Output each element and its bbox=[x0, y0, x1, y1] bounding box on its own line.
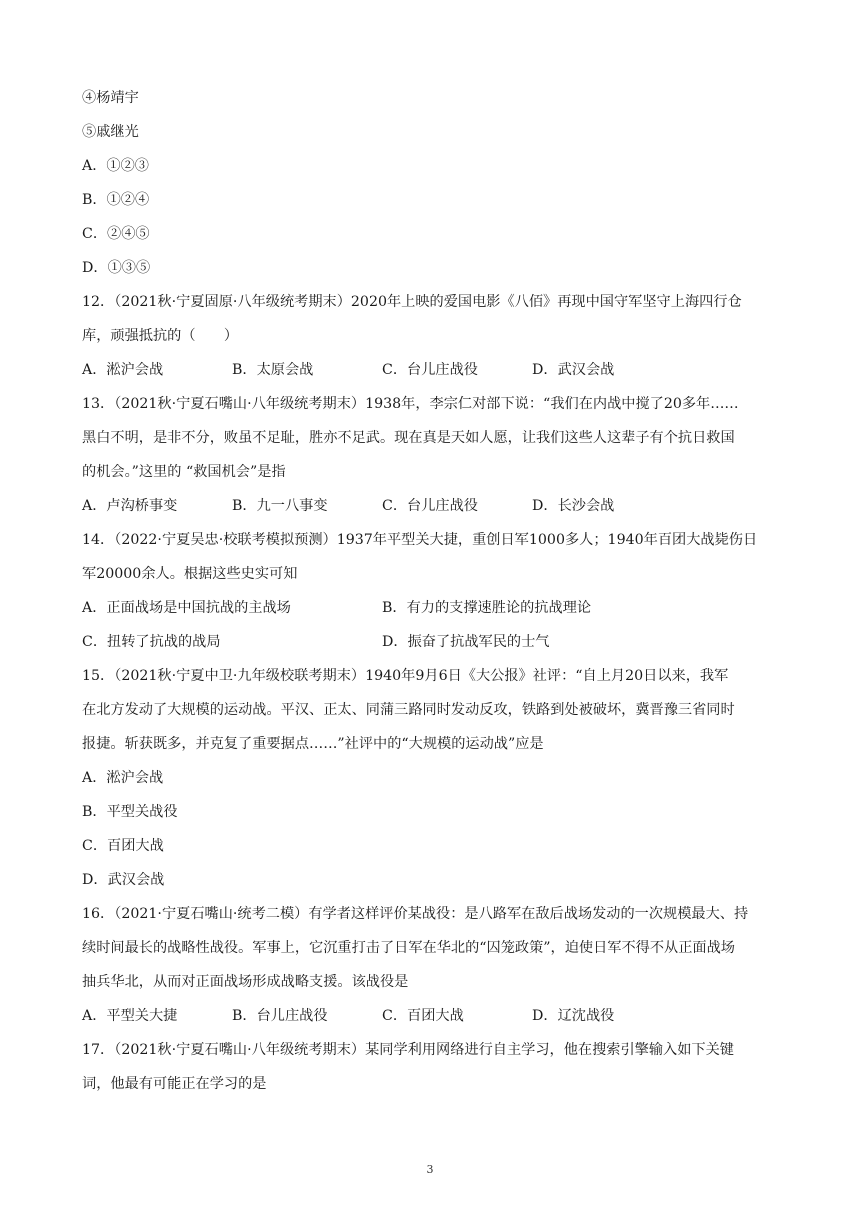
q15-option-a[interactable]: A．淞沪会战 bbox=[82, 770, 164, 786]
q14-option-b[interactable]: B．有力的支撑速胜论的抗战理论 bbox=[382, 600, 592, 616]
q17-stem-line2: 词，他最有可能正在学习的是 bbox=[82, 1076, 267, 1092]
q13-stem-line3: 的机会。”这里的 “救国机会”是指 bbox=[82, 464, 286, 480]
q13-option-d[interactable]: D．长沙会战 bbox=[532, 498, 615, 514]
q11-option-b[interactable]: B．①②④ bbox=[82, 192, 150, 208]
q13-stem-line1: 13．（2021秋·宁夏石嘴山·八年级统考期末）1938年，李宗仁对部下说：“我们在内战中搅了20多年…… bbox=[82, 396, 739, 412]
q11-option-d[interactable]: D．①③⑤ bbox=[82, 260, 151, 276]
q16-stem-line1: 16．（2021·宁夏石嘴山·统考二模）有学者这样评价某战役：是八路军在敌后战场发动的一次规模最大、持 bbox=[82, 906, 749, 922]
q17-stem-line1: 17．（2021秋·宁夏石嘴山·八年级统考期末）某同学利用网络进行自主学习，他在搜索引擎输入如下关键 bbox=[82, 1042, 734, 1058]
q14-option-a[interactable]: A．正面战场是中国抗战的主战场 bbox=[82, 600, 291, 616]
q15-stem-line2: 在北方发动了大规模的运动战。平汉、正太、同蒲三路同时发动反攻，铁路到处被破坏，冀晋豫三省同时 bbox=[82, 702, 735, 718]
q14-option-d[interactable]: D．振奋了抗战军民的士气 bbox=[382, 634, 550, 650]
q15-stem-line3: 报捷。斩获既多，并克复了重要据点……”社评中的“大规模的运动战”应是 bbox=[82, 736, 544, 752]
q12-option-b[interactable]: B．太原会战 bbox=[232, 362, 314, 378]
q13-stem-line2: 黑白不明，是非不分，败虽不足耻，胜亦不足武。现在真是天如人愿，让我们这些人这辈子有个抗日救国 bbox=[82, 430, 735, 446]
q11-option-c[interactable]: C．②④⑤ bbox=[82, 226, 150, 242]
q15-option-b[interactable]: B．平型关战役 bbox=[82, 804, 178, 820]
q16-option-d[interactable]: D．辽沈战役 bbox=[532, 1008, 615, 1024]
q15-option-c[interactable]: C．百团大战 bbox=[82, 838, 164, 854]
q13-option-c[interactable]: C．台儿庄战役 bbox=[382, 498, 478, 514]
q16-stem-line3: 抽兵华北，从而对正面战场形成战略支援。该战役是 bbox=[82, 974, 409, 990]
q16-stem-line2: 续时间最长的战略性战役。军事上，它沉重打击了日军在华北的“囚笼政策”，迫使日军不得不从正面战场 bbox=[82, 940, 735, 956]
q12-stem-line2: 库，顽强抵抗的（ ） bbox=[82, 328, 239, 344]
q14-option-c[interactable]: C．扭转了抗战的战局 bbox=[82, 634, 221, 650]
q11-option-a[interactable]: A．①②③ bbox=[82, 158, 149, 174]
q13-option-b[interactable]: B．九一八事变 bbox=[232, 498, 328, 514]
q11-item-5: ⑤戚继光 bbox=[82, 124, 139, 140]
page-number: 3 bbox=[426, 1163, 434, 1176]
q16-option-a[interactable]: A．平型关大捷 bbox=[82, 1008, 178, 1024]
q12-option-c[interactable]: C．台儿庄战役 bbox=[382, 362, 478, 378]
q16-option-c[interactable]: C．百团大战 bbox=[382, 1008, 464, 1024]
q12-stem-line1: 12．（2021秋·宁夏固原·八年级统考期末）2020年上映的爱国电影《八佰》再现中国守军坚守上海四行仓 bbox=[82, 294, 742, 310]
q14-stem-line1: 14．（2022·宁夏吴忠·校联考模拟预测）1937年平型关大捷，重创日军1000多人；1940年百团大战毙伤日 bbox=[82, 532, 758, 548]
q13-option-a[interactable]: A．卢沟桥事变 bbox=[82, 498, 178, 514]
q12-option-a[interactable]: A．淞沪会战 bbox=[82, 362, 164, 378]
q12-option-d[interactable]: D．武汉会战 bbox=[532, 362, 615, 378]
q16-option-b[interactable]: B．台儿庄战役 bbox=[232, 1008, 328, 1024]
q15-stem-line1: 15．（2021秋·宁夏中卫·九年级校联考期末）1940年9月6日《大公报》社评：“自上月20日以来，我军 bbox=[82, 668, 729, 684]
q11-item-4: ④杨靖宇 bbox=[82, 90, 139, 106]
q15-option-d[interactable]: D．武汉会战 bbox=[82, 872, 165, 888]
q14-stem-line2: 军20000余人。根据这些史实可知 bbox=[82, 566, 298, 582]
